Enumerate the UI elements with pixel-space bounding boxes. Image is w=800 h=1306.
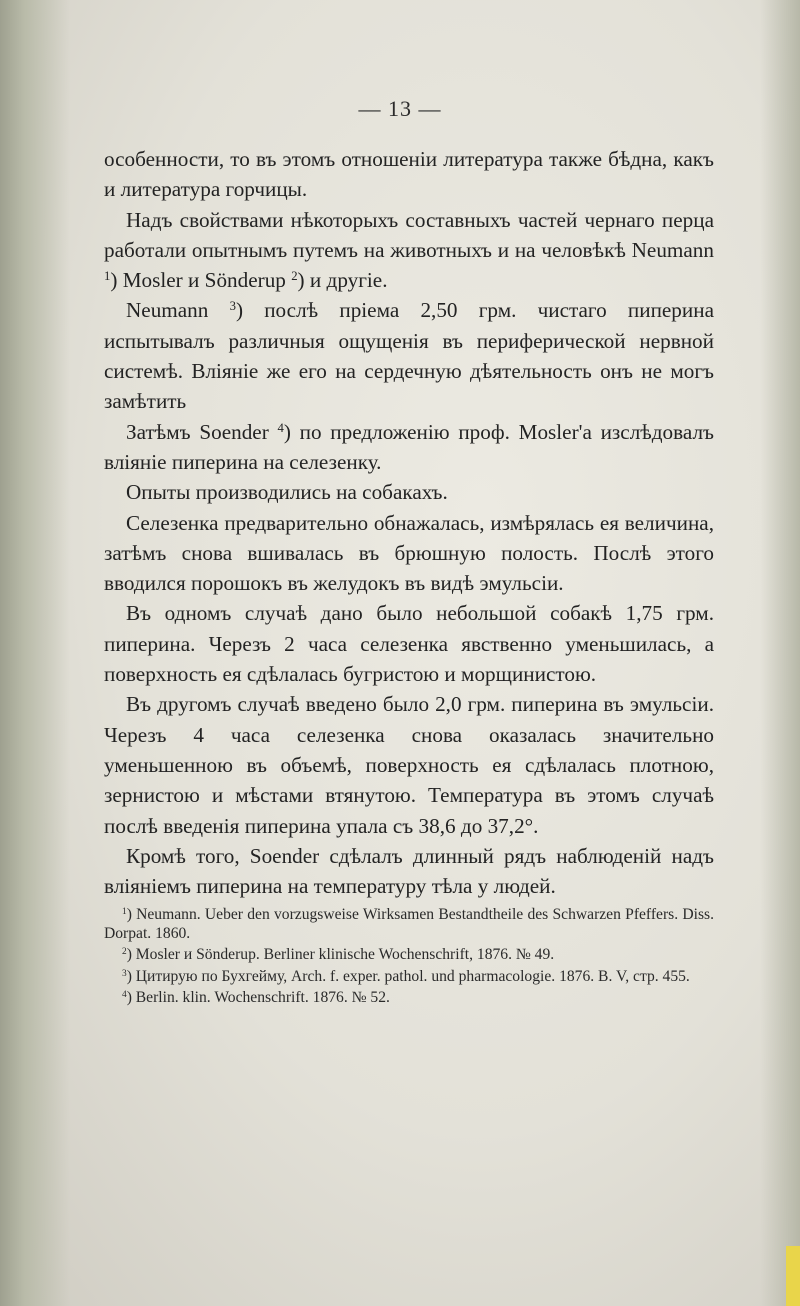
paragraph-9: Кромѣ того, Soender сдѣлалъ длинный рядъ наблюденій надъ вліяніемъ пиперина на температуру тѣла у людей. (104, 843, 714, 899)
footnote-4 (104, 989, 714, 1008)
paragraph-3-text-a: Neumann (126, 298, 230, 323)
paragraph-2-text-c: ) и другіе. (297, 268, 388, 293)
paragraph-6: Селезенка предварительно обнажалась, измѣрялась ея величина, затѣмъ снова вшивалась въ брюшную полость. Послѣ этого вводился порошокъ въ желудокъ въ видѣ эмульсіи. (104, 510, 714, 596)
paragraph-2-text-a: Надъ свойствами нѣкоторыхъ составныхъ частей чернаго перца работали опытнымъ путемъ на животныхъ и на человѣкѣ Neumann (104, 207, 714, 262)
footnote-ref-2: 2 (291, 269, 298, 284)
footnote-1 (104, 906, 714, 943)
footnote-2-mark: 2 (122, 947, 127, 958)
paragraph-2 (104, 205, 714, 296)
footnote-1-text: ) Neumann. Ueber den vorzugsweise Wirksamen Bestandtheile des Schwarzen Pfeffers. Diss. Dorpat. 1860. (104, 906, 714, 942)
page-edge-shadow-right (760, 0, 800, 1306)
paragraph-2-text-b: ) Mosler и Sönderup (110, 268, 292, 293)
footnote-2-text: ) Mosler и Sönderup. Berliner klinische Wochenschrift, 1876. № 49. (126, 946, 555, 964)
footnote-3-mark: 3 (122, 968, 127, 979)
paragraph-1: особенности, то въ этомъ отношеніи литература также бѣдна, какъ и литература горчицы. (104, 147, 714, 202)
paragraph-7: Въ одномъ случаѣ дано было небольшой собакѣ 1,75 грм. пиперина. Черезъ 2 часа селезенка явственно уменьшилась, а поверхность ея сдѣлалась бугристою и морщинистою. (104, 601, 714, 687)
page-number: — 13 — (358, 96, 442, 121)
footnote-4-text: ) Berlin. klin. Wochenschrift. 1876. № 52. (126, 989, 390, 1007)
paragraph-4 (104, 417, 714, 478)
footnotes (104, 906, 714, 1008)
footnote-4-mark: 4 (122, 990, 127, 1001)
footnote-ref-4: 4 (277, 420, 284, 435)
paragraph-3-text-b: ) послѣ пріема 2,50 грм. чистаго пиперина испытывалъ различныя ощущенія въ периферической нервной системѣ. Вліяніе же его на сердечную дѣятельность онъ не могъ замѣтить (104, 298, 714, 414)
footnote-1-mark: 1 (122, 906, 127, 917)
paragraph-5: Опыты производились на собакахъ. (126, 480, 448, 505)
main-text (104, 144, 714, 901)
paragraph-4-text-a: Затѣмъ Soender (126, 419, 278, 444)
footnote-2 (104, 946, 714, 965)
page-corner-marker (786, 1246, 800, 1306)
footnote-3-text: ) Цитирую по Бухгейму, Arch. f. exper. pathol. und pharmacologie. 1876. B. V, стр. 455. (126, 967, 690, 985)
footnote-3 (104, 968, 714, 987)
paragraph-3 (104, 295, 714, 416)
page-edge-shadow-left (0, 0, 70, 1306)
paragraph-8: Въ другомъ случаѣ введено было 2,0 грм. пиперина въ эмульсіи. Черезъ 4 часа селезенка снова оказалась значительно уменьшенною въ объемѣ, поверхность ея сдѣлалась плотною, зернистою и мѣстами втянутою. Температура въ этомъ случаѣ послѣ введенія пиперина упала съ 38,6 до 37,2°. (104, 692, 714, 838)
footnote-ref-3: 3 (229, 299, 236, 314)
footnote-ref-1: 1 (104, 269, 111, 284)
paragraph-4-text-b: ) по предложенію проф. Mosler'а изслѣдовалъ вліяніе пиперина на селезенку. (104, 419, 714, 474)
